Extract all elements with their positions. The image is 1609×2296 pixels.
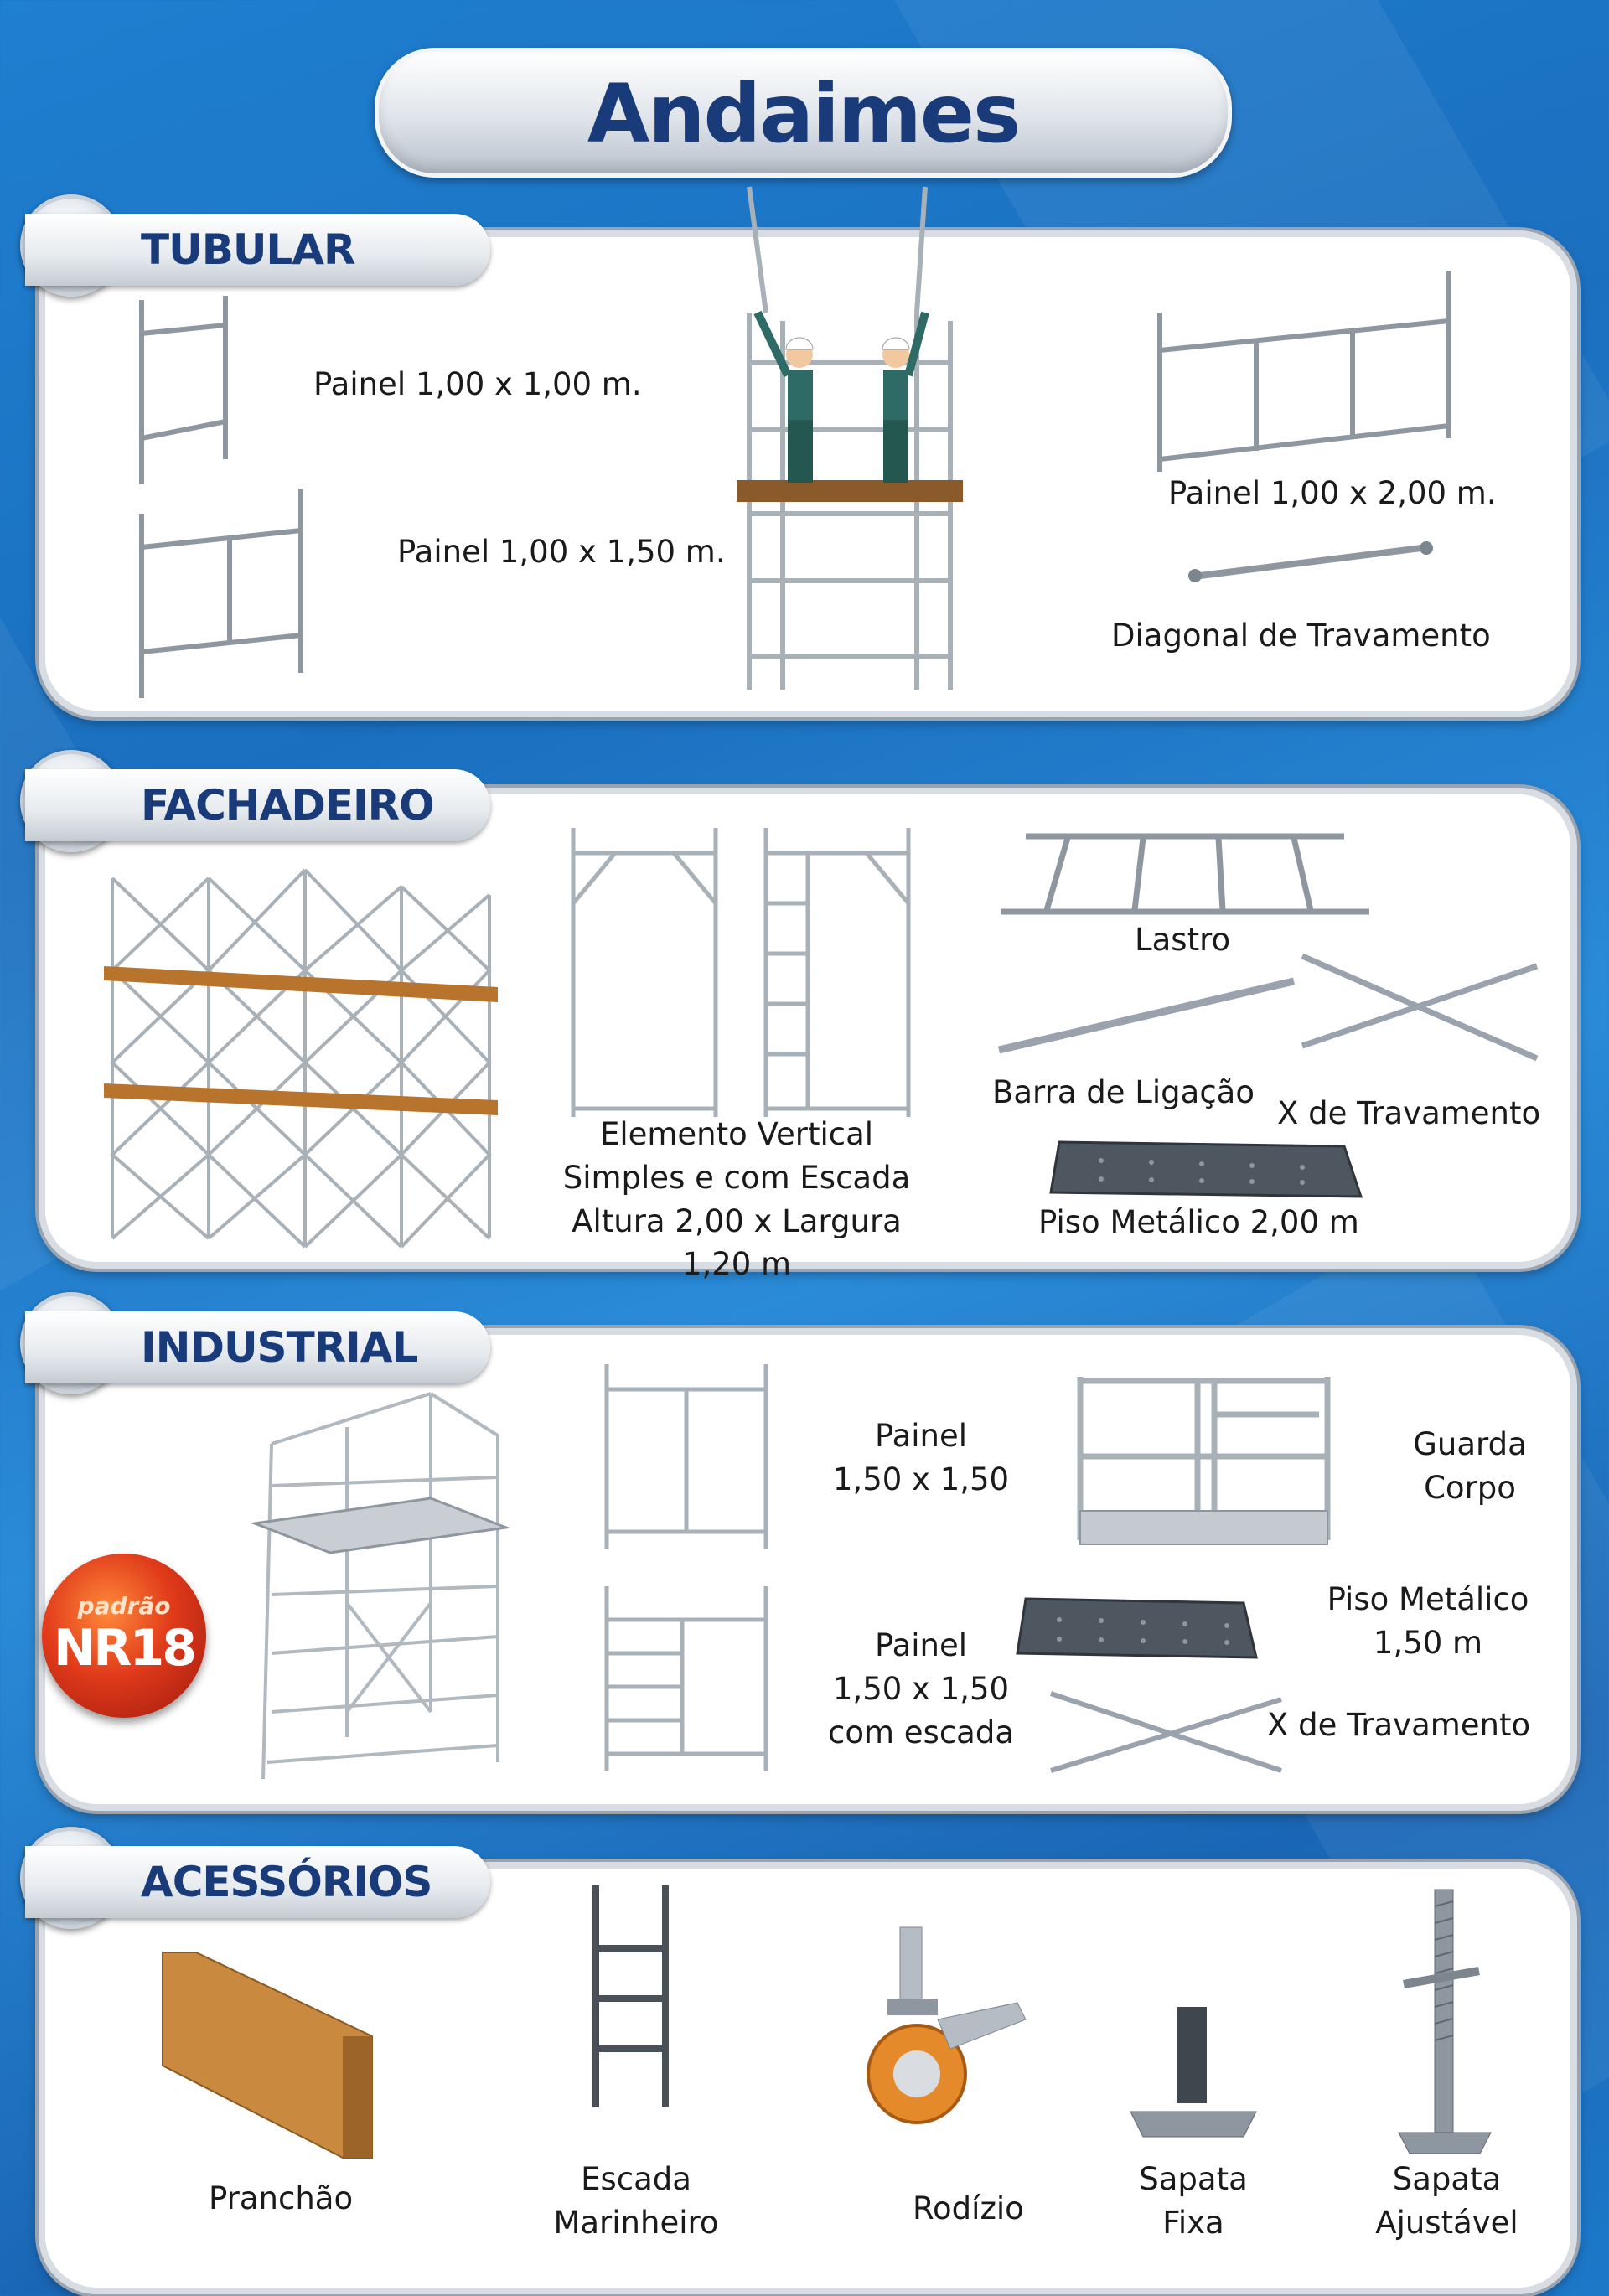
industrial-painel-image [598, 1364, 774, 1549]
industrial-painel-line1: Painel [874, 1418, 968, 1454]
sapata-fixa-image [1130, 2007, 1256, 2141]
section-acessorios [39, 1862, 1577, 2294]
sapata-ajustavel-line2: Ajustável [1375, 2204, 1518, 2241]
rodizio-image [858, 1927, 1068, 2128]
industrial-heading: INDUSTRIAL [141, 1323, 418, 1372]
fachadeiro-heading: FACHADEIRO [141, 781, 434, 830]
painel-1x2-image [1151, 271, 1462, 472]
industrial-tab [25, 1311, 490, 1383]
lastro-image [992, 828, 1378, 920]
guarda-corpo-line2: Corpo [1424, 1469, 1516, 1506]
x-travamento-image [1294, 949, 1545, 1067]
sapata-ajustavel-image [1386, 1890, 1503, 2158]
x-travamento-label: X de Travamento [1277, 1095, 1541, 1131]
escada-marinheiro-line2: Marinheiro [553, 2204, 719, 2241]
section-fachadeiro [39, 788, 1577, 1283]
sapata-fixa-line1: Sapata [1139, 2161, 1248, 2197]
industrial-painel-escada-line2: 1,50 x 1,50 [832, 1670, 1010, 1707]
industrial-painel-escada-image [598, 1586, 774, 1771]
tubular-tab [25, 214, 490, 286]
piso-metalico-label: Piso Metálico 2,00 m [1038, 1204, 1359, 1240]
pranchao-image [163, 1952, 372, 2162]
pranchao-label: Pranchão [209, 2180, 354, 2216]
industrial-x-travamento-image [1042, 1687, 1294, 1779]
industrial-piso-line1: Piso Metálico [1327, 1581, 1529, 1617]
nr18-badge-top: padrão [77, 1592, 171, 1620]
industrial-painel-line2: 1,50 x 1,50 [832, 1461, 1010, 1497]
tubular-heading: TUBULAR [141, 225, 355, 274]
page-title: Andaimes [587, 67, 1020, 161]
industrial-piso-image [1017, 1599, 1260, 1666]
escada-marinheiro-image [586, 1885, 678, 2112]
rodizio-label: Rodízio [913, 2190, 1024, 2226]
industrial-painel-escada-line3: com escada [828, 1714, 1014, 1750]
acessorios-tab [25, 1846, 490, 1918]
elemento-vertical-line1: Elemento Vertical [599, 1116, 874, 1152]
tower-deck [255, 1498, 506, 1553]
section-tubular [39, 230, 1577, 717]
section-industrial [39, 1328, 1577, 1811]
fachadeiro-scaffold-image [104, 853, 498, 1247]
painel-1x1-image [133, 296, 234, 489]
elemento-vertical-line3: Altura 2,00 x Largura 1,20 m [572, 1202, 902, 1283]
nr18-badge-main: NR18 [54, 1619, 194, 1678]
industrial-piso-label [1302, 1578, 1554, 1665]
fachadeiro-tab [25, 769, 490, 841]
sapata-fixa-label [1118, 2158, 1269, 2245]
scaffold-plank [104, 966, 498, 1002]
industrial-x-travamento-label: X de Travamento [1267, 1707, 1531, 1743]
lastro-label: Lastro [1135, 922, 1231, 958]
industrial-painel-label [804, 1414, 1038, 1502]
diagonal-travamento-image [1185, 539, 1436, 589]
title-banner [375, 48, 1232, 178]
guarda-corpo-label [1369, 1423, 1570, 1510]
sapata-ajustavel-line1: Sapata [1392, 2161, 1502, 2197]
barra-ligacao-image [992, 975, 1302, 1058]
painel-1x15-label: Painel 1,00 x 1,50 m. [397, 534, 726, 570]
painel-1x1-label: Painel 1,00 x 1,00 m. [313, 366, 642, 402]
elemento-vertical-image [565, 828, 917, 1121]
industrial-tower-image [246, 1385, 515, 1787]
elemento-vertical-label [540, 1113, 934, 1286]
elemento-vertical-line2: Simples e com Escada [562, 1159, 911, 1196]
diagonal-travamento-label: Diagonal de Travamento [1111, 618, 1491, 654]
guarda-corpo-line1: Guarda [1413, 1426, 1527, 1462]
painel-1x2-label: Painel 1,00 x 2,00 m. [1168, 475, 1497, 511]
industrial-painel-escada-line1: Painel [874, 1627, 968, 1663]
escada-marinheiro-label [552, 2158, 720, 2245]
acessorios-heading: ACESSÓRIOS [141, 1858, 432, 1906]
guarda-corpo-image [1068, 1373, 1344, 1553]
tower-platform [737, 480, 963, 502]
painel-1x15-image [133, 489, 309, 698]
tubular-tower-image [732, 187, 967, 698]
sapata-fixa-line2: Fixa [1162, 2204, 1224, 2241]
sapata-ajustavel-label [1357, 2158, 1537, 2245]
industrial-painel-escada-label [804, 1624, 1038, 1754]
barra-ligacao-label: Barra de Ligação [992, 1074, 1255, 1110]
escada-marinheiro-line1: Escada [581, 2161, 691, 2197]
industrial-piso-line2: 1,50 m [1373, 1624, 1483, 1661]
piso-metalico-image [1051, 1142, 1369, 1205]
nr18-badge [42, 1554, 206, 1718]
